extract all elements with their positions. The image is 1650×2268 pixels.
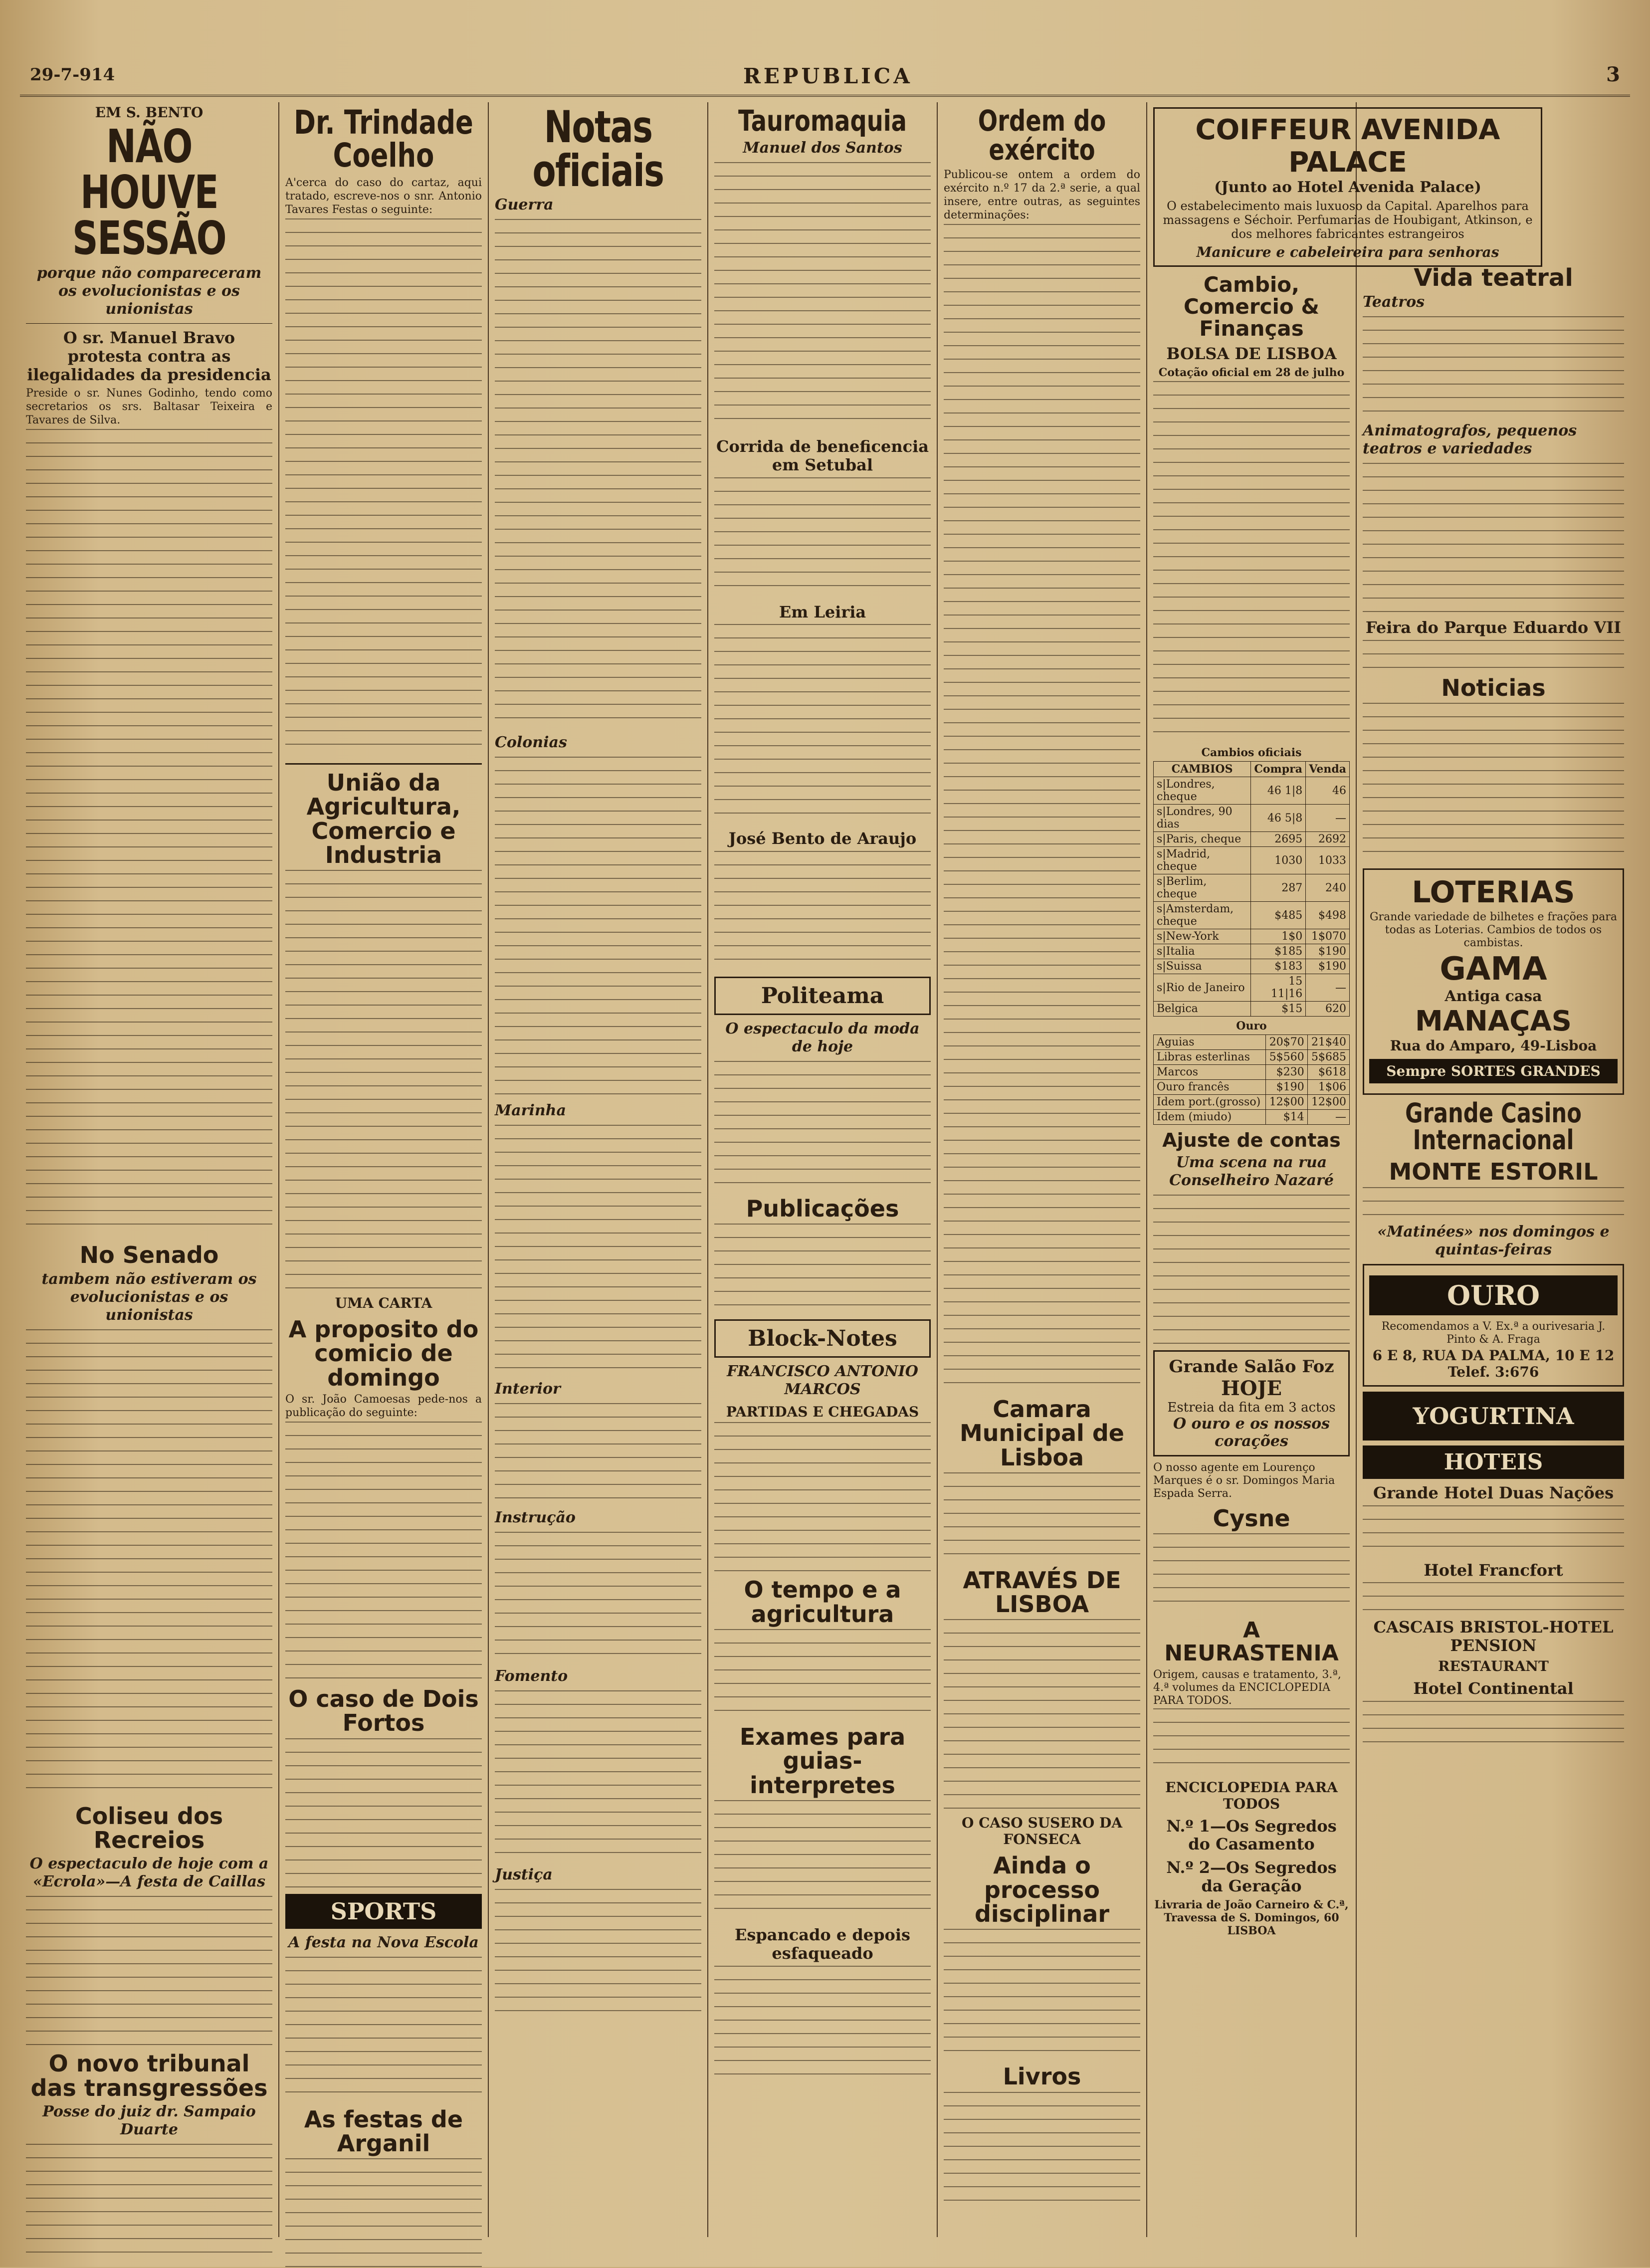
enciclo-footer: Livraria de João Carneiro & C.ª, Travessa de S. Domingos, 60 LISBOA: [1154, 1898, 1349, 1937]
table-cell: Ouro francês: [1154, 1080, 1266, 1095]
ad-text: Recomendamos a V. Ex.ª a ourivesaria J. Pinto & A. Fraga: [1381, 1320, 1606, 1346]
article-body: [26, 1896, 272, 2046]
table-cell: $190: [1306, 959, 1350, 974]
ad-coiffeur: [1153, 107, 1542, 267]
table-cell: —: [1306, 805, 1350, 832]
section-interior: Interior: [495, 1380, 561, 1398]
table-cell: 1$06: [1307, 1080, 1349, 1095]
ad-casino-note: «Matinées» nos domingos e quintas-feiras: [1377, 1223, 1610, 1258]
table-cell: Aguias: [1154, 1035, 1266, 1050]
article-body: [285, 2158, 482, 2268]
ouro-table: [1153, 1034, 1350, 1125]
table-cell: $618: [1307, 1065, 1349, 1080]
section-marinha: Marinha: [495, 1102, 566, 1119]
article-body: [1363, 1582, 1624, 1612]
article-body: [1153, 1195, 1350, 1344]
table-cell: 1030: [1251, 847, 1306, 874]
column-tag: EM S. BENTO: [95, 104, 204, 121]
article-body: [714, 851, 931, 971]
article-lead: O sr. João Camoesas pede-nos a publicação do seguinte:: [285, 1393, 482, 1420]
ad-footer: Sempre SORTES GRANDES: [1369, 1059, 1618, 1083]
table-cell: $190: [1306, 944, 1350, 959]
article-body: [1363, 316, 1624, 416]
table-cell: 5$560: [1265, 1050, 1307, 1065]
column-1: [20, 102, 279, 2237]
ad-footer: Manicure e cabeleireira para senhoras: [1196, 244, 1499, 260]
headline-arganil: As festas de Arganil: [304, 2105, 463, 2157]
headline-tempo: O tempo e a agricultura: [744, 1576, 901, 1628]
table-cell: 15 11|16: [1251, 974, 1306, 1002]
hotel-francfort: Hotel Francfort: [1424, 1560, 1563, 1580]
subhead-protest: O sr. Manuel Bravo protesta contra as ilegalidades da presidencia: [27, 328, 271, 384]
article-lead: A'cerca do caso do cartaz, aqui tratado, escreve-nos o snr. Antonio Tavares Festas o seguinte:: [285, 177, 482, 216]
ad-hoje: HOJE: [1221, 1376, 1282, 1400]
article-body: [495, 1403, 701, 1503]
byline: FRANCISCO ANTONIO MARCOS: [727, 1363, 918, 1399]
ad-antiga: Antiga casa: [1444, 988, 1542, 1006]
section-colonias: Colonias: [495, 734, 567, 751]
ad-title: COIFFEUR AVENIDA PALACE: [1195, 114, 1500, 179]
article-body: [1363, 463, 1624, 613]
headline-notas: Notas oficiais: [532, 101, 664, 197]
table-cell: s|Suissa: [1154, 959, 1251, 974]
table-cell: $15: [1251, 1002, 1306, 1017]
table-cell: Idem port.(grosso): [1154, 1095, 1266, 1110]
subhead-bolsa: BOLSA DE LISBOA: [1166, 344, 1337, 364]
article-lead: Preside o sr. Nunes Godinho, tendo como secretarios os srs. Baltasar Teixeira e Tavares de Silva.: [26, 387, 272, 427]
article-body: [1153, 1533, 1350, 1613]
article-lead: Publicou-se ontem a ordem do exército n.º 17 da 2.ª serie, a qual insere, entre outras, as seguintes determinações:: [944, 169, 1140, 221]
article-body: [26, 1329, 272, 1798]
article-body: [714, 162, 931, 431]
headline-feira: Feira do Parque Eduardo VII: [1365, 618, 1622, 637]
article-body: [944, 2092, 1140, 2202]
headline-comicio: A proposito do comicio de domingo: [288, 1316, 479, 1391]
table-cell: Belgica: [1154, 1002, 1251, 1017]
table-row: [1154, 1035, 1350, 1050]
headline-cysne: Cysne: [1213, 1504, 1290, 1532]
ad-title: LOTERIAS: [1412, 875, 1575, 910]
table-cell: 620: [1306, 1002, 1350, 1017]
headline-uniao: União da Agricultura, Comercio e Industria: [306, 769, 461, 868]
ad-ouro: [1363, 1264, 1624, 1387]
table-row: [1154, 1110, 1350, 1125]
table-cell: 2695: [1251, 832, 1306, 847]
headline-espancado: Espancado e depois esfaqueado: [735, 1925, 910, 1963]
ad-salao-foz: [1153, 1350, 1350, 1456]
article-body: [714, 1629, 931, 1719]
ad-casino-title: Grande Casino Internacional: [1405, 1097, 1582, 1156]
article-body: [285, 870, 482, 1289]
table-cell: 12$00: [1265, 1095, 1307, 1110]
table-cell: —: [1307, 1110, 1349, 1125]
headline-trindade: Dr. Trindade Coelho: [294, 103, 473, 175]
headline-tribunal: O novo tribunal das transgressões: [30, 2050, 268, 2101]
table-cell: Marcos: [1154, 1065, 1266, 1080]
table-cell: Libras esterlinas: [1154, 1050, 1266, 1065]
table-cell: $190: [1265, 1080, 1307, 1095]
table-row: [1154, 1095, 1350, 1110]
kicker-partidas: PARTIDAS E CHEGADAS: [726, 1404, 919, 1421]
subhead-coliseu: O espectaculo de hoje com a «Ecrola»—A festa de Caillas: [29, 1855, 269, 1891]
ad-gama: GAMA: [1440, 951, 1547, 988]
ad-loterias: [1363, 868, 1624, 1095]
ad-text: Origem, causas e tratamento, 3.ª, 4.ª volumes da ENCICLOPEDIA PARA TODOS.: [1153, 1668, 1341, 1707]
table-cell: 20$70: [1265, 1035, 1307, 1050]
article-body: [495, 219, 701, 728]
article-body: [495, 1690, 701, 1860]
headline-block-notes: Block-Notes: [714, 1319, 931, 1358]
article-body: [944, 1619, 1140, 1809]
table-cell: $485: [1251, 902, 1306, 929]
article-body: [285, 1738, 482, 1888]
table-cell: s|Londres, 90 dias: [1154, 805, 1251, 832]
issue-date: 29-7-914: [30, 65, 115, 85]
table-cell: $14: [1265, 1110, 1307, 1125]
agent-note: O nosso agente em Lourenço Marques é o sr. Domingos Maria Espada Serra.: [1153, 1461, 1335, 1500]
article-body: [1153, 1708, 1350, 1773]
column-7: [1357, 259, 1630, 2237]
headline-senado: No Senado: [79, 1241, 219, 1269]
hotel-bristol: CASCAIS BRISTOL-HOTEL PENSION: [1373, 1618, 1614, 1655]
table-row: [1154, 959, 1350, 974]
table-row: [1154, 1002, 1350, 1017]
article-body: [944, 1929, 1140, 2059]
table-row: [1154, 974, 1350, 1002]
ad-text: O estabelecimento mais luxuoso da Capital. Aparelhos para massagens e Séchoir. Perfumarias de Houbigant, Atkinson, e dos melhores fabricantes estrangeiros: [1163, 199, 1533, 241]
table-row: [1154, 777, 1350, 805]
ad-subtitle: (Junto ao Hotel Avenida Palace): [1214, 179, 1481, 196]
section-animatografos: Animatografos, pequenos teatros e variedades: [1363, 422, 1577, 458]
table-cell: s|Rio de Janeiro: [1154, 974, 1251, 1002]
table-cell: s|Berlim, cheque: [1154, 874, 1251, 902]
article-body: [1363, 1187, 1624, 1217]
subhead-senado: tambem não estiveram os evolucionistas e os unionistas: [41, 1270, 257, 1324]
section-teatros: Teatros: [1363, 293, 1425, 311]
headline-ajuste: Ajuste de contas: [1162, 1129, 1341, 1152]
ad-text: Grande variedade de bilhetes e frações para todas as Loterias. Cambios de todos os cambistas.: [1370, 911, 1617, 950]
column-2: [279, 102, 489, 2237]
column-4: [708, 102, 938, 2237]
headline-camara: Camara Municipal de Lisboa: [960, 1396, 1124, 1471]
table-cell: 46: [1306, 777, 1350, 805]
ad-manacas: MANAÇAS: [1415, 1005, 1572, 1038]
hotel-continental: Hotel Continental: [1413, 1678, 1574, 1698]
ad-casino-sub: MONTE ESTORIL: [1389, 1158, 1598, 1186]
table-cell: s|Amsterdam, cheque: [1154, 902, 1251, 929]
enciclo-2: N.º 2—Os Segredos da Geração: [1166, 1858, 1337, 1896]
table-row: [1154, 902, 1350, 929]
enciclo-title: ENCICLOPEDIA PARA TODOS: [1165, 1779, 1338, 1812]
table-header: Venda: [1306, 762, 1350, 777]
page-number: 3: [1606, 63, 1620, 86]
ouro-title: Ouro: [1236, 1020, 1267, 1033]
table-cell: 5$685: [1307, 1050, 1349, 1065]
table-cell: 46 5|8: [1251, 805, 1306, 832]
headline-coliseu: Coliseu dos Recreios: [75, 1802, 223, 1854]
section-fomento: Fomento: [495, 1667, 568, 1685]
article-body: [944, 224, 1140, 1391]
table-cell: s|Italia: [1154, 944, 1251, 959]
table-cell: 287: [1251, 874, 1306, 902]
table-cell: s|Londres, cheque: [1154, 777, 1251, 805]
headline-livros: Livros: [1003, 2063, 1081, 2090]
column-3: [489, 102, 708, 2237]
headline-exames: Exames para guias-interpretes: [739, 1723, 906, 1799]
masthead: [20, 60, 1630, 97]
table-cell: $498: [1306, 902, 1350, 929]
ad-film: O ouro e os nossos corações: [1173, 1415, 1330, 1450]
headline-sessao: NÃO HOUVE SESSÃO: [72, 120, 226, 265]
table-cell: $185: [1251, 944, 1306, 959]
ad-title: Grande Salão Foz: [1169, 1356, 1334, 1377]
table-cell: $230: [1265, 1065, 1307, 1080]
table-row: [1154, 1080, 1350, 1095]
article-body: [495, 757, 701, 1096]
table-cell: s|Madrid, cheque: [1154, 847, 1251, 874]
article-body: [714, 624, 931, 824]
article-body: [1363, 640, 1624, 670]
headline-dois-fortos: O caso de Dois Fortos: [288, 1685, 479, 1737]
table-row: [1154, 944, 1350, 959]
section-instrucao: Instrução: [495, 1509, 576, 1526]
headline-neurastenia: A NEURASTENIA: [1164, 1618, 1339, 1666]
column-5: [938, 102, 1147, 2237]
article-body: [26, 429, 272, 1237]
table-cell: s|Paris, cheque: [1154, 832, 1251, 847]
headline-noticias: Noticias: [1441, 674, 1546, 702]
headline-setubal: Corrida de beneficencia em Setubal: [716, 437, 929, 474]
headline-tauromaquia: Tauromaquia: [738, 104, 907, 138]
article-body: [714, 1224, 931, 1313]
ad-address: 6 E 8, RUA DA PALMA, 10 E 12: [1372, 1347, 1615, 1364]
table-cell: 1$070: [1306, 929, 1350, 944]
table-row: [1154, 874, 1350, 902]
article-body: [714, 477, 931, 597]
ad-text: Estreia da fita em 3 actos: [1167, 1400, 1336, 1415]
headline-ordem-exercito: Ordem do exército: [978, 104, 1106, 167]
bolsa-date: Cotação oficial em 28 de julho: [1158, 366, 1345, 380]
article-body: [285, 1957, 482, 2101]
table-cell: 21$40: [1307, 1035, 1349, 1050]
table-row: [1154, 847, 1350, 874]
hotel-restaurant: RESTAURANT: [1438, 1657, 1549, 1674]
headline-vida-teatral: Vida teatral: [1414, 264, 1573, 292]
headline-processo: Ainda o processo disciplinar: [974, 1852, 1110, 1928]
table-cell: s|New-York: [1154, 929, 1251, 944]
article-body: [1153, 381, 1350, 740]
subhead-tribunal: Posse do juiz dr. Sampaio Duarte: [42, 2102, 256, 2138]
table-row: [1154, 929, 1350, 944]
table-header: CAMBIOS: [1154, 762, 1251, 777]
subhead-sports: A festa na Nova Escola: [288, 1933, 479, 1951]
cambios-table: [1153, 761, 1350, 1017]
table-cell: 2692: [1306, 832, 1350, 847]
byline: Manuel dos Santos: [743, 139, 902, 157]
headline-atraves-lisboa: ATRAVÉS DE LISBOA: [963, 1566, 1121, 1618]
article-body: [495, 1125, 701, 1374]
article-body: [1363, 703, 1624, 862]
table-cell: $183: [1251, 959, 1306, 974]
enciclo-1: N.º 1—Os Segredos do Casamento: [1166, 1816, 1337, 1854]
headline-politeama: Politeama: [714, 977, 931, 1015]
article-body: [495, 1532, 701, 1661]
table-cell: 46 1|8: [1251, 777, 1306, 805]
headline-leiria: Em Leiria: [779, 602, 866, 621]
paper-title: REPUBLICA: [743, 64, 913, 88]
hotel-duas-nacoes: Grande Hotel Duas Nações: [1373, 1483, 1614, 1502]
ad-yogurtina: YOGURTINA: [1363, 1392, 1624, 1441]
kicker-carta: UMA CARTA: [335, 1295, 432, 1312]
article-body: [944, 1472, 1140, 1562]
article-body: [285, 1422, 482, 1681]
table-cell: 1033: [1306, 847, 1350, 874]
article-body: [714, 1800, 931, 1920]
table-row: [1154, 1065, 1350, 1080]
headline-publicacoes: Publicações: [746, 1195, 899, 1223]
subhead-sessao: porque não compareceram os evolucionistas e os unionistas: [36, 264, 262, 318]
subhead-ajuste: Uma scena na rua Conselheiro Nazaré: [1169, 1153, 1334, 1189]
section-guerra: Guerra: [495, 196, 554, 213]
article-body: [495, 1889, 701, 2019]
subhead-politeama: O espectaculo da moda de hoje: [725, 1020, 920, 1056]
headline-sports: SPORTS: [285, 1894, 482, 1929]
article-body: [285, 218, 482, 757]
cambios-title: Cambios oficiais: [1201, 746, 1302, 760]
table-cell: Idem (miudo): [1154, 1110, 1266, 1125]
ad-title: OURO: [1369, 1275, 1618, 1315]
table-cell: 1$0: [1251, 929, 1306, 944]
article-body: [714, 1422, 931, 1572]
article-body: [714, 1061, 931, 1191]
section-justica: Justiça: [495, 1866, 553, 1883]
table-row: [1154, 1050, 1350, 1065]
table-row: [1154, 805, 1350, 832]
article-body: [714, 1966, 931, 2085]
table-cell: —: [1306, 974, 1350, 1002]
article-body: [26, 2144, 272, 2264]
headline-hoteis: HOTEIS: [1363, 1445, 1624, 1479]
headline-araujo: José Bento de Araujo: [728, 829, 917, 848]
table-header: Compra: [1251, 762, 1306, 777]
article-body: [1363, 1701, 1624, 1751]
headline-financas: Cambio, Comercio & Finanças: [1183, 272, 1320, 341]
table-cell: 12$00: [1307, 1095, 1349, 1110]
article-body: [1363, 1505, 1624, 1555]
table-cell: 240: [1306, 874, 1350, 902]
ad-phone: Telef. 3:676: [1447, 1363, 1539, 1380]
table-row: [1154, 832, 1350, 847]
ad-address: Rua do Amparo, 49-Lisboa: [1390, 1037, 1597, 1054]
caption: O CASO SUSERO DA FONSECA: [961, 1815, 1123, 1848]
